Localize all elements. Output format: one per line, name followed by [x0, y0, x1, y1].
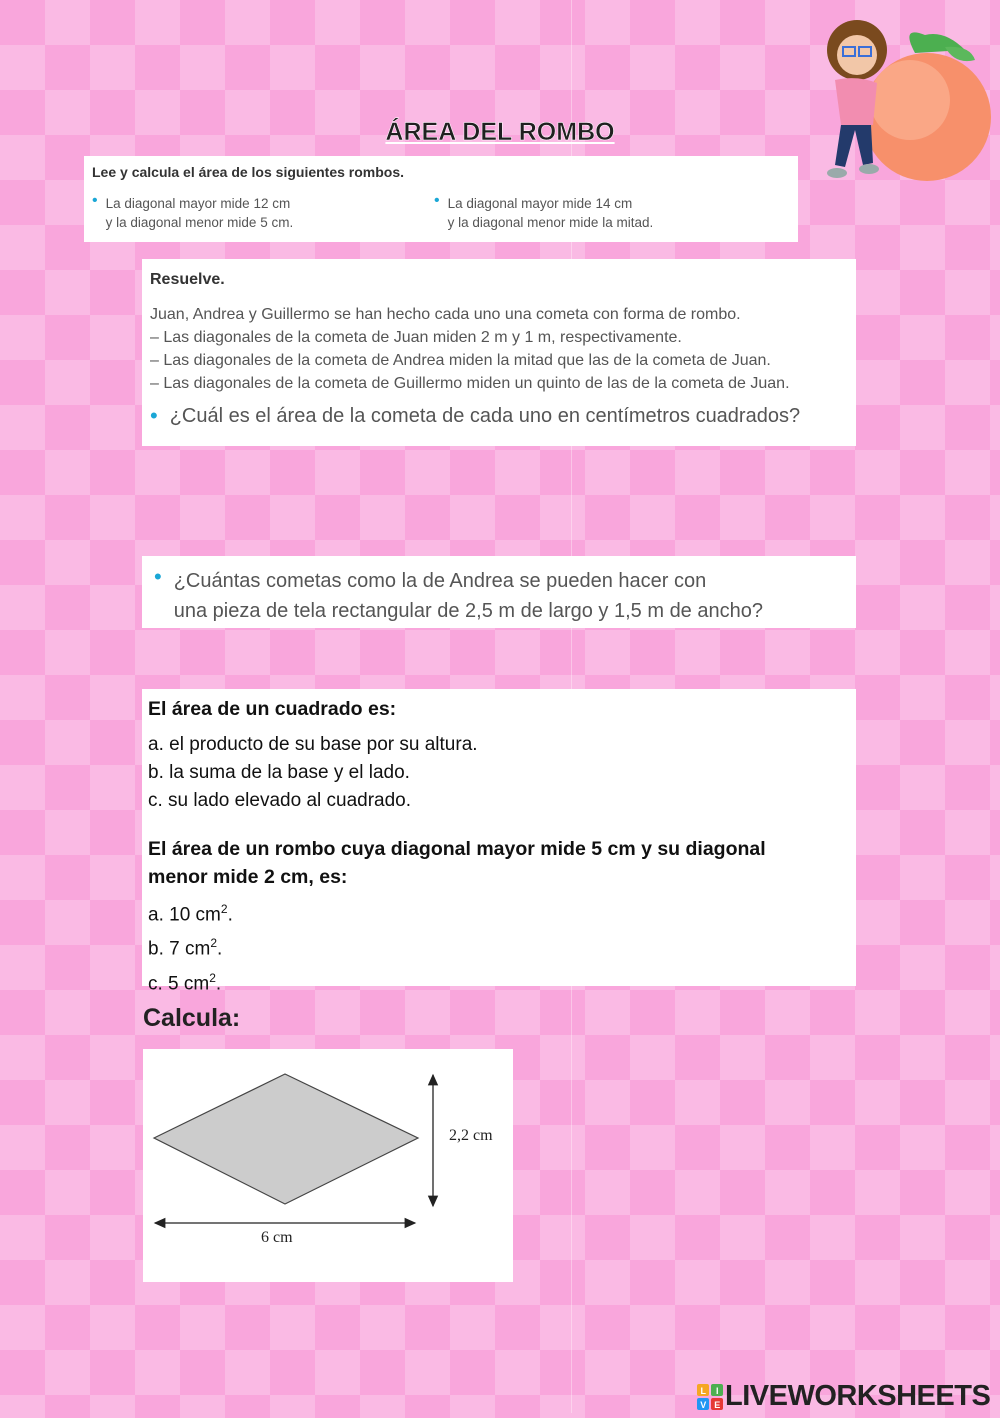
exercise-2-line: – Las diagonales de la cometa de Juan miden 2 m y 1 m, respectivamente.: [150, 329, 682, 346]
exercise-1-item-line: y la diagonal menor mide la mitad.: [447, 215, 654, 230]
liveworksheets-logo-icon: [697, 1384, 723, 1410]
quiz-option[interactable]: [148, 929, 850, 963]
quiz-option-exponent: 2: [209, 970, 216, 985]
quiz-option-suffix: .: [227, 904, 233, 926]
page-title: ÁREA DEL ROMBO: [385, 118, 615, 146]
rhombus-diagram: [143, 1049, 513, 1282]
exercise-2-line: – Las diagonales de la cometa de Andrea miden la mitad que las de la cometa de Juan.: [150, 352, 771, 369]
logo-letter: V: [700, 1399, 706, 1410]
rhombus-shape: [154, 1074, 418, 1204]
quiz-question-1: El área de un cuadrado es:: [148, 698, 397, 720]
vertical-dimension-label: 2,2 cm: [449, 1127, 493, 1144]
quiz-card: [142, 689, 856, 994]
exercise-1-card: [84, 156, 798, 242]
liveworksheets-logo: [697, 1380, 990, 1413]
quiz-option-exponent: 2: [210, 936, 217, 951]
quiz-option-text: b. 7 cm: [148, 938, 211, 960]
exercise-1-instruction: Lee y calcula el área de los siguientes rombos.: [92, 164, 405, 180]
quiz-option-suffix: .: [215, 972, 222, 994]
exercise-3-line: ¿Cuántas cometas como la de Andrea se pueden hacer con: [173, 570, 707, 592]
liveworksheets-logo-text: LIVEWORKSHEETS: [725, 1380, 991, 1412]
exercise-2-line: – Las diagonales de la cometa de Guillermo miden un quinto de las de la cometa de Juan.: [150, 375, 790, 392]
quiz-option-suffix: .: [217, 938, 223, 960]
bullet-icon: •: [92, 192, 98, 209]
quiz-option[interactable]: [148, 895, 850, 929]
exercise-3-card: [142, 556, 856, 628]
horizontal-dimension-label: 6 cm: [261, 1229, 293, 1246]
quiz-option-text: a. 10 cm: [148, 904, 221, 926]
quiz-question-2-line: El área de un rombo cuya diagonal mayor mide 5 cm y su diagonal: [148, 838, 766, 860]
quiz-option[interactable]: c. su lado elevado al cuadrado.: [148, 790, 412, 811]
quiz-option-text: c. 5 cm: [148, 972, 210, 994]
quiz-option-exponent: 2: [220, 902, 228, 916]
exercise-1-item: [92, 194, 434, 232]
quiz-option[interactable]: a. el producto de su base por su altura.: [148, 734, 478, 755]
quiz-question-2-line: menor mide 2 cm, es:: [148, 866, 348, 888]
exercise-1-item-line: y la diagonal menor mide 5 cm.: [105, 215, 294, 230]
quiz-option[interactable]: [148, 964, 850, 998]
exercise-2-question: ¿Cuál es el área de la cometa de cada uno en centímetros cuadrados?: [169, 405, 801, 427]
quiz-question-2: [148, 835, 850, 891]
bullet-icon: •: [154, 564, 162, 589]
logo-letter: E: [714, 1399, 720, 1410]
teacher-avatar-illustration: [805, 5, 995, 190]
calcula-heading: Calcula:: [143, 1004, 241, 1032]
rhombus-figure-card: [143, 1049, 513, 1282]
exercise-2-heading: Resuelve.: [150, 271, 225, 288]
logo-letter: I: [715, 1385, 719, 1396]
exercise-1-item-line: La diagonal mayor mide 12 cm: [105, 196, 291, 211]
bullet-icon: •: [150, 403, 158, 428]
exercise-2-line: Juan, Andrea y Guillermo se han hecho cada uno una cometa con forma de rombo.: [150, 306, 741, 323]
avatar-peach-icon: [805, 5, 995, 190]
exercise-2-card: [142, 259, 856, 446]
exercise-1-item-line: La diagonal mayor mide 14 cm: [447, 196, 633, 211]
exercise-3-line: una pieza de tela rectangular de 2,5 m de largo y 1,5 m de ancho?: [173, 600, 763, 622]
logo-letter: L: [700, 1385, 706, 1396]
bullet-icon: •: [434, 192, 440, 209]
quiz-option[interactable]: b. la suma de la base y el lado.: [148, 762, 410, 783]
exercise-1-item: [434, 194, 776, 232]
